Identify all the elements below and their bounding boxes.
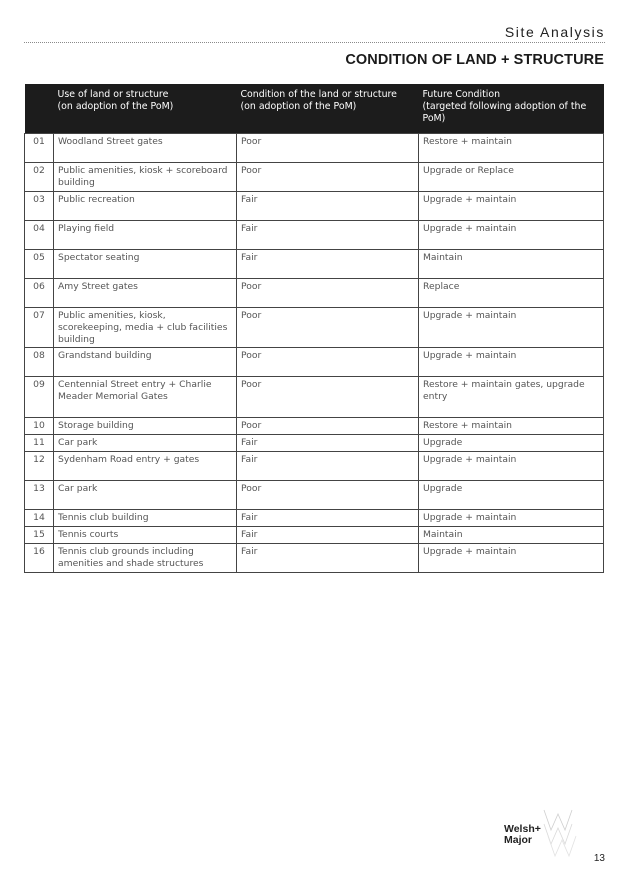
row-future: Upgrade + maintain [419, 510, 604, 527]
table-row [25, 377, 604, 418]
row-use: Amy Street gates [54, 279, 237, 308]
table-row [25, 418, 604, 435]
header-future-subtitle: (targeted following adoption of the PoM) [422, 101, 587, 124]
row-future: Restore + maintain [419, 134, 604, 163]
row-number: 15 [25, 527, 54, 544]
row-use: Tennis club building [54, 510, 237, 527]
row-future: Upgrade + maintain [419, 192, 604, 221]
header-condition-title: Condition of the land or structure [240, 89, 397, 100]
page-number: 13 [593, 853, 605, 864]
logo-line-2: Major [504, 834, 533, 846]
row-number: 07 [25, 308, 54, 348]
row-use: Woodland Street gates [54, 134, 237, 163]
row-number: 14 [25, 510, 54, 527]
company-logo [504, 824, 541, 846]
table-row [25, 435, 604, 452]
row-future: Restore + maintain gates, upgrade entry [419, 377, 604, 418]
logo-line-1: Welsh+ [504, 823, 541, 835]
row-condition: Fair [237, 527, 419, 544]
row-use: Spectator seating [54, 250, 237, 279]
row-condition: Fair [237, 435, 419, 452]
row-condition: Poor [237, 418, 419, 435]
header-number [25, 84, 54, 134]
row-use: Public recreation [54, 192, 237, 221]
row-condition: Fair [237, 192, 419, 221]
header-future-title: Future Condition [422, 89, 501, 100]
table-row [25, 348, 604, 377]
row-condition: Fair [237, 510, 419, 527]
row-future: Replace [419, 279, 604, 308]
section-label: Site Analysis [504, 24, 605, 40]
row-number: 13 [25, 481, 54, 510]
row-number: 09 [25, 377, 54, 418]
row-condition: Fair [237, 544, 419, 573]
row-condition: Poor [237, 308, 419, 348]
row-future: Maintain [419, 250, 604, 279]
row-future: Upgrade + maintain [419, 452, 604, 481]
row-use: Grandstand building [54, 348, 237, 377]
row-use: Centennial Street entry + Charlie Meader Memorial Gates [54, 377, 237, 418]
table-row [25, 481, 604, 510]
row-number: 11 [25, 435, 54, 452]
row-condition: Fair [237, 250, 419, 279]
row-number: 03 [25, 192, 54, 221]
logo-mark-icon [540, 806, 580, 858]
row-number: 16 [25, 544, 54, 573]
row-condition: Poor [237, 163, 419, 192]
row-condition: Fair [237, 221, 419, 250]
table-row [25, 279, 604, 308]
table-row [25, 134, 604, 163]
row-future: Upgrade [419, 435, 604, 452]
row-condition: Fair [237, 452, 419, 481]
row-number: 01 [25, 134, 54, 163]
row-number: 12 [25, 452, 54, 481]
table-row [25, 221, 604, 250]
row-future: Upgrade + maintain [419, 308, 604, 348]
table-row [25, 510, 604, 527]
row-number: 06 [25, 279, 54, 308]
table-row [25, 250, 604, 279]
header-use-subtitle: (on adoption of the PoM) [57, 101, 174, 112]
row-condition: Poor [237, 348, 419, 377]
row-use: Playing field [54, 221, 237, 250]
row-use: Storage building [54, 418, 237, 435]
table-row [25, 163, 604, 192]
table-row [25, 192, 604, 221]
header-future [419, 84, 604, 134]
row-number: 04 [25, 221, 54, 250]
table-row [25, 544, 604, 573]
page-title: CONDITION OF LAND + STRUCTURE [345, 52, 604, 68]
row-condition: Poor [237, 279, 419, 308]
row-condition: Poor [237, 134, 419, 163]
table-row [25, 452, 604, 481]
table-row [25, 527, 604, 544]
row-future: Upgrade + maintain [419, 348, 604, 377]
dotted-divider [24, 42, 605, 43]
row-future: Upgrade [419, 481, 604, 510]
header-condition-subtitle: (on adoption of the PoM) [240, 101, 357, 112]
row-use: Public amenities, kiosk + scoreboard building [54, 163, 237, 192]
row-number: 05 [25, 250, 54, 279]
row-use: Sydenham Road entry + gates [54, 452, 237, 481]
row-use: Tennis club grounds including amenities and shade structures [54, 544, 237, 573]
row-use: Car park [54, 481, 237, 510]
header-condition [237, 84, 419, 134]
table-header-row [25, 84, 604, 134]
row-number: 10 [25, 418, 54, 435]
row-future: Upgrade + maintain [419, 544, 604, 573]
row-condition: Poor [237, 481, 419, 510]
row-future: Upgrade + maintain [419, 221, 604, 250]
row-number: 08 [25, 348, 54, 377]
header-use-title: Use of land or structure [57, 89, 169, 100]
row-future: Restore + maintain [419, 418, 604, 435]
row-future: Upgrade or Replace [419, 163, 604, 192]
row-use: Car park [54, 435, 237, 452]
row-condition: Poor [237, 377, 419, 418]
table-row [25, 308, 604, 348]
condition-table [24, 84, 604, 573]
row-use: Tennis courts [54, 527, 237, 544]
row-future: Maintain [419, 527, 604, 544]
header-use [54, 84, 237, 134]
row-use: Public amenities, kiosk, scorekeeping, media + club facilities building [54, 308, 237, 348]
row-number: 02 [25, 163, 54, 192]
